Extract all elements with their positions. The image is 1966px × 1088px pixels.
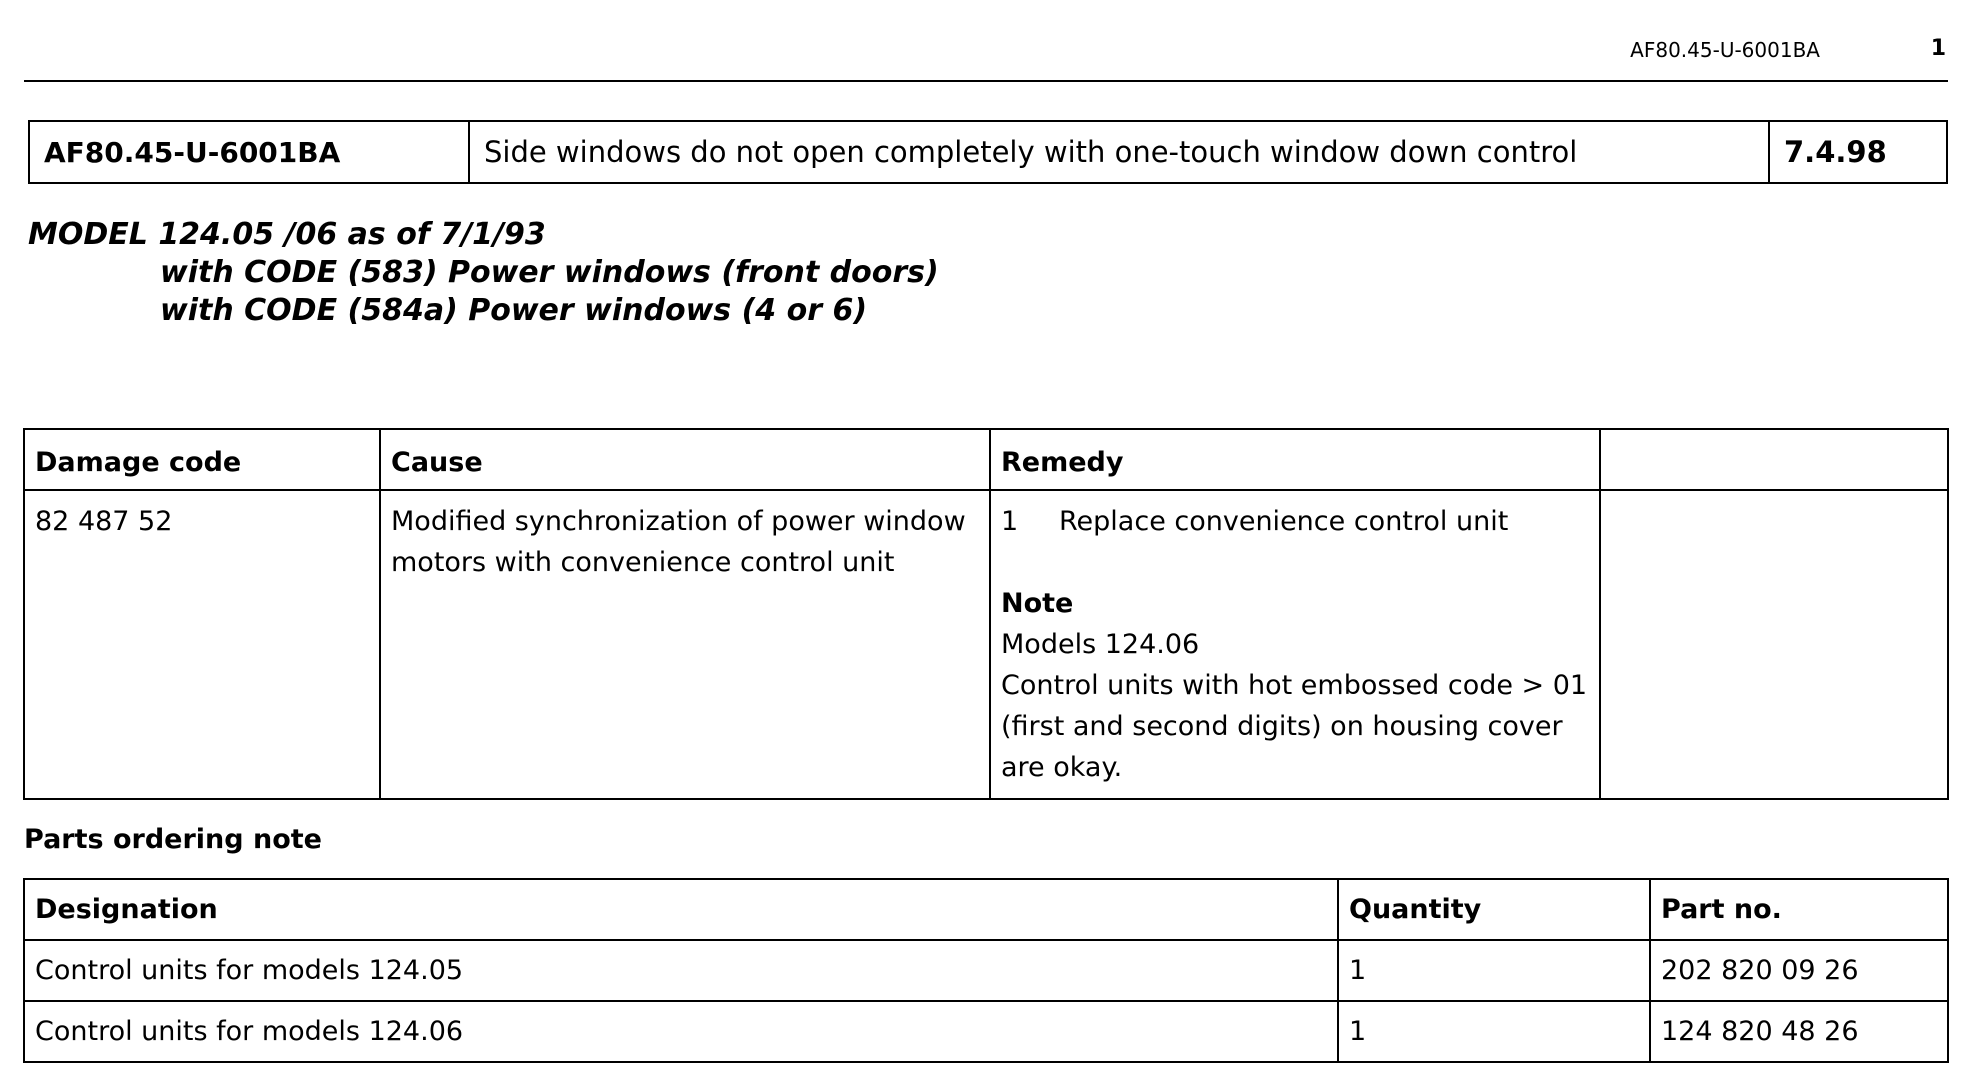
remedy-step-number: 1	[1001, 506, 1019, 537]
page-number: 1	[1930, 36, 1946, 61]
title-doc-code: AF80.45-U-6001BA	[29, 121, 469, 183]
cause-cell: Modified synchronization of power window motors with convenience control unit	[380, 490, 990, 799]
designation-cell: Control units for models 124.06	[24, 1001, 1338, 1062]
code-584a-line: with CODE (584a) Power windows (4 or 6)	[160, 293, 868, 328]
header-quantity: Quantity	[1338, 879, 1650, 940]
remedy-step-text: Replace convenience control unit	[1059, 506, 1509, 537]
remedy-step	[1001, 501, 1589, 542]
parts-table-header	[24, 879, 1948, 940]
model-line: MODEL 124.05 /06 as of 7/1/93	[28, 217, 546, 252]
header-part-no: Part no.	[1650, 879, 1948, 940]
extra-cell	[1600, 490, 1948, 799]
title-subject: Side windows do not open completely with one-touch window down control	[469, 121, 1769, 183]
header-remedy: Remedy	[990, 429, 1600, 490]
note-models: Models 124.06	[1001, 629, 1200, 660]
header-blank	[1600, 429, 1948, 490]
parts-ordering-note-heading: Parts ordering note	[24, 824, 322, 855]
header-cause: Cause	[380, 429, 990, 490]
damage-table	[23, 428, 1949, 800]
header-doc-id: AF80.45-U-6001BA	[1630, 38, 1820, 62]
quantity-cell: 1	[1338, 1001, 1650, 1062]
title-date: 7.4.98	[1769, 121, 1947, 183]
designation-cell: Control units for models 124.05	[24, 940, 1338, 1001]
table-row	[24, 490, 1948, 799]
code-583-line: with CODE (583) Power windows (front doors)	[160, 255, 939, 290]
table-row	[24, 1001, 1948, 1062]
damage-table-header	[24, 429, 1948, 490]
quantity-cell: 1	[1338, 940, 1650, 1001]
header-damage-code: Damage code	[24, 429, 380, 490]
parts-table	[23, 878, 1949, 1063]
part-no-cell: 124 820 48 26	[1650, 1001, 1948, 1062]
title-box	[28, 120, 1948, 184]
note-text: Control units with hot embossed code > 01 (first and second digits) on housing cover are okay.	[1001, 670, 1588, 783]
note-heading: Note	[1001, 588, 1074, 619]
table-row	[24, 940, 1948, 1001]
damage-code-cell: 82 487 52	[24, 490, 380, 799]
remedy-cell	[990, 490, 1600, 799]
header-designation: Designation	[24, 879, 1338, 940]
running-header	[24, 36, 1948, 82]
part-no-cell: 202 820 09 26	[1650, 940, 1948, 1001]
model-block	[28, 216, 939, 330]
